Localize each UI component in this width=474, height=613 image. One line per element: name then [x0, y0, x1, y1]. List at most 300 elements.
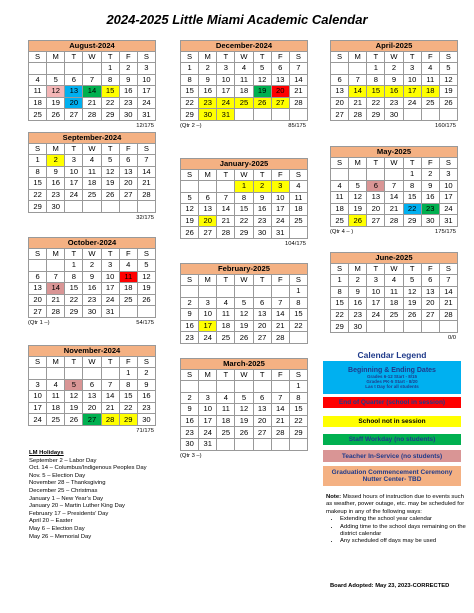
day-cell: 4	[47, 379, 65, 391]
day-cell: 10	[403, 74, 421, 86]
weekday-header: T	[65, 357, 83, 368]
day-cell	[29, 63, 47, 75]
day-cell: 5	[101, 155, 119, 167]
day-cell: 28	[439, 309, 457, 321]
day-cell: 24	[199, 332, 217, 344]
day-cell	[29, 368, 47, 380]
day-cell: 16	[83, 283, 101, 295]
day-cell: 5	[65, 379, 83, 391]
day-cell	[403, 321, 421, 333]
day-cell: 20	[367, 203, 385, 215]
day-cell: 14	[349, 86, 367, 98]
month-name: November-2024	[29, 346, 156, 357]
board-adopted-footer: Board Adopted: May 23, 2023-CORRECTED	[330, 583, 450, 589]
days-count: 85/175	[288, 122, 306, 129]
day-cell: 19	[65, 402, 83, 414]
day-cell: 2	[181, 297, 199, 309]
day-cell: 6	[421, 275, 439, 287]
day-cell: 3	[101, 260, 119, 272]
day-cell	[217, 286, 235, 298]
day-cell: 26	[439, 97, 457, 109]
day-cell: 27	[421, 309, 439, 321]
day-cell: 17	[439, 192, 457, 204]
day-cell: 18	[331, 203, 349, 215]
day-cell: 10	[271, 192, 289, 204]
day-cell	[421, 109, 439, 121]
day-cell: 4	[289, 181, 307, 193]
day-cell: 16	[119, 86, 137, 98]
day-cell: 3	[439, 169, 457, 181]
day-cell: 12	[65, 391, 83, 403]
day-cell: 2	[253, 181, 271, 193]
day-cell: 28	[271, 427, 289, 439]
day-cell: 21	[271, 415, 289, 427]
month-name: June-2025	[331, 253, 458, 264]
legend-item-end-of-quarter: End of Quarter (school in session)	[323, 397, 461, 408]
day-cell	[29, 260, 47, 272]
day-cell: 19	[253, 86, 271, 98]
day-cell	[349, 169, 367, 181]
day-cell: 19	[181, 215, 199, 227]
day-cell: 12	[235, 404, 253, 416]
day-cell: 18	[217, 320, 235, 332]
day-cell: 9	[137, 379, 155, 391]
day-cell: 28	[217, 227, 235, 239]
weekday-header: M	[47, 249, 65, 260]
day-cell: 27	[253, 332, 271, 344]
day-cell	[289, 227, 307, 239]
day-cell: 1	[331, 275, 349, 287]
weekday-header: T	[217, 370, 235, 381]
day-cell: 8	[403, 180, 421, 192]
day-cell: 5	[181, 192, 199, 204]
day-cell	[253, 438, 271, 450]
day-cell: 23	[199, 97, 217, 109]
note-text: Missed hours of instruction due to events such as weather, power outage, etc. may be scheduled for makeup in any of the following ways:	[326, 494, 465, 515]
day-cell: 24	[217, 97, 235, 109]
day-cell	[217, 381, 235, 393]
weekday-header: T	[403, 52, 421, 63]
weekday-header: W	[235, 52, 253, 63]
day-cell: 21	[101, 402, 119, 414]
day-cell: 19	[439, 86, 457, 98]
weekday-header: S	[29, 249, 47, 260]
weekday-header: F	[271, 275, 289, 286]
day-cell: 26	[65, 414, 83, 426]
month-mar	[180, 358, 308, 451]
weekday-header: T	[101, 52, 119, 63]
weekday-header: T	[253, 170, 271, 181]
day-cell	[101, 201, 119, 213]
day-cell: 4	[421, 63, 439, 75]
day-cell: 12	[235, 309, 253, 321]
day-cell: 18	[217, 415, 235, 427]
holiday-item: February 17 – Presidents’ Day	[29, 510, 109, 517]
day-cell: 11	[217, 404, 235, 416]
day-cell: 14	[47, 283, 65, 295]
weekday-header: M	[199, 170, 217, 181]
weekday-header: F	[271, 52, 289, 63]
day-cell: 25	[235, 97, 253, 109]
day-cell: 22	[101, 97, 119, 109]
day-cell: 5	[349, 180, 367, 192]
holiday-item: Nov. 5 – Election Day	[29, 472, 86, 479]
day-cell: 13	[83, 391, 101, 403]
weekday-header: M	[349, 52, 367, 63]
day-cell: 29	[289, 427, 307, 439]
day-cell: 6	[199, 192, 217, 204]
day-cell: 9	[181, 404, 199, 416]
day-cell: 9	[181, 309, 199, 321]
day-cell: 14	[385, 192, 403, 204]
weekday-header: F	[421, 158, 439, 169]
day-cell: 23	[181, 332, 199, 344]
day-cell	[289, 438, 307, 450]
day-cell: 29	[119, 414, 137, 426]
day-cell: 24	[199, 427, 217, 439]
day-cell	[217, 181, 235, 193]
legend-title: Calendar Legend	[357, 350, 427, 360]
day-cell	[385, 169, 403, 181]
weekday-header: S	[289, 170, 307, 181]
day-cell: 24	[271, 215, 289, 227]
day-cell: 13	[271, 74, 289, 86]
weekday-header: T	[101, 249, 119, 260]
day-cell: 1	[367, 63, 385, 75]
day-cell: 15	[101, 86, 119, 98]
day-cell: 11	[235, 74, 253, 86]
day-cell: 26	[235, 332, 253, 344]
day-cell: 13	[421, 286, 439, 298]
day-cell: 23	[385, 97, 403, 109]
month-dec	[180, 40, 308, 121]
day-cell: 7	[439, 275, 457, 287]
day-cell: 5	[439, 63, 457, 75]
note-bullet: • Adding time to the school days remaining on the district calendar	[340, 524, 466, 539]
day-cell: 21	[271, 320, 289, 332]
weekday-header: S	[181, 370, 199, 381]
day-cell: 3	[137, 63, 155, 75]
day-cell	[181, 286, 199, 298]
weekday-header: T	[65, 249, 83, 260]
day-cell: 20	[253, 415, 271, 427]
day-cell	[199, 181, 217, 193]
day-cell: 12	[403, 286, 421, 298]
holiday-item: November 28 – Thanksgiving	[29, 480, 106, 487]
day-cell: 7	[47, 271, 65, 283]
day-cell: 26	[403, 309, 421, 321]
day-cell: 30	[83, 306, 101, 318]
weekday-header: W	[235, 275, 253, 286]
day-cell: 16	[253, 204, 271, 216]
day-cell: 7	[271, 392, 289, 404]
day-cell: 4	[385, 275, 403, 287]
day-cell: 3	[367, 275, 385, 287]
weekday-header: M	[47, 357, 65, 368]
day-cell: 29	[29, 201, 47, 213]
day-cell: 27	[271, 97, 289, 109]
month-name: September-2024	[29, 133, 156, 144]
day-cell: 16	[421, 192, 439, 204]
day-cell: 20	[83, 402, 101, 414]
day-cell: 1	[181, 63, 199, 75]
day-cell: 6	[253, 392, 271, 404]
day-cell: 22	[29, 189, 47, 201]
day-cell: 7	[137, 155, 155, 167]
day-cell: 15	[119, 391, 137, 403]
day-cell: 28	[385, 215, 403, 227]
weekday-header: F	[119, 357, 137, 368]
day-cell: 8	[367, 74, 385, 86]
day-cell: 22	[119, 402, 137, 414]
day-cell: 9	[199, 74, 217, 86]
day-cell: 23	[421, 203, 439, 215]
day-cell: 14	[271, 309, 289, 321]
day-cell: 21	[349, 97, 367, 109]
day-cell: 10	[137, 74, 155, 86]
day-cell: 6	[253, 297, 271, 309]
month-name: May-2025	[331, 147, 458, 158]
legend-beginning-sub-3: Las t Day for all students	[365, 383, 419, 389]
day-cell: 29	[181, 109, 199, 121]
day-cell: 21	[47, 294, 65, 306]
month-oct	[28, 237, 156, 318]
day-cell: 19	[137, 283, 155, 295]
day-cell: 20	[253, 320, 271, 332]
day-cell: 14	[289, 74, 307, 86]
day-cell: 13	[253, 309, 271, 321]
day-cell: 4	[331, 180, 349, 192]
day-cell: 6	[119, 155, 137, 167]
day-cell: 18	[385, 298, 403, 310]
day-cell: 31	[217, 109, 235, 121]
weekday-header: T	[217, 275, 235, 286]
day-cell: 22	[235, 215, 253, 227]
weekday-header: F	[119, 144, 137, 155]
weekday-header: S	[29, 144, 47, 155]
day-cell	[199, 381, 217, 393]
day-cell: 1	[289, 381, 307, 393]
day-cell: 6	[367, 180, 385, 192]
day-cell: 30	[421, 215, 439, 227]
day-cell	[253, 381, 271, 393]
day-cell: 16	[137, 391, 155, 403]
weekday-header: M	[199, 52, 217, 63]
day-cell: 29	[65, 306, 83, 318]
day-cell	[235, 381, 253, 393]
day-cell: 27	[119, 189, 137, 201]
day-cell: 15	[403, 192, 421, 204]
day-cell: 26	[349, 215, 367, 227]
day-cell	[439, 109, 457, 121]
day-cell: 25	[29, 109, 47, 121]
day-cell: 28	[289, 97, 307, 109]
weekday-header: S	[331, 158, 349, 169]
month-sep	[28, 132, 156, 213]
day-cell: 14	[101, 391, 119, 403]
day-cell: 24	[367, 309, 385, 321]
day-cell	[47, 260, 65, 272]
day-cell: 10	[367, 286, 385, 298]
day-cell	[65, 201, 83, 213]
day-cell: 18	[235, 86, 253, 98]
weekday-header: S	[29, 357, 47, 368]
day-cell: 11	[119, 271, 137, 283]
legend-beginning-label: Beginning & Ending Dates	[348, 366, 436, 374]
day-cell: 7	[217, 192, 235, 204]
weekday-header: S	[331, 264, 349, 275]
month-name: August-2024	[29, 41, 156, 52]
holiday-item: April 20 – Easter	[29, 518, 73, 525]
day-cell	[235, 286, 253, 298]
weekday-header: W	[83, 249, 101, 260]
day-cell: 18	[29, 97, 47, 109]
weekday-header: T	[217, 52, 235, 63]
weekday-header: S	[137, 249, 155, 260]
weekday-header: M	[47, 52, 65, 63]
day-cell: 4	[217, 392, 235, 404]
month-name: October-2024	[29, 238, 156, 249]
legend-item-no-school: School not in session	[323, 416, 461, 427]
holidays-list	[29, 450, 147, 541]
day-cell	[137, 306, 155, 318]
day-cell: 22	[403, 203, 421, 215]
day-cell: 13	[253, 404, 271, 416]
day-cell: 8	[181, 74, 199, 86]
day-cell: 7	[385, 180, 403, 192]
day-cell: 27	[199, 227, 217, 239]
weekday-header: S	[181, 170, 199, 181]
day-cell: 5	[253, 63, 271, 75]
day-cell	[137, 201, 155, 213]
weekday-header: F	[119, 249, 137, 260]
day-cell: 10	[439, 180, 457, 192]
day-cell	[271, 438, 289, 450]
day-cell: 2	[349, 275, 367, 287]
day-cell: 15	[289, 404, 307, 416]
day-cell: 18	[289, 204, 307, 216]
day-cell: 26	[137, 294, 155, 306]
day-cell: 27	[83, 414, 101, 426]
day-cell: 11	[289, 192, 307, 204]
day-cell: 18	[421, 86, 439, 98]
weekday-header: S	[181, 52, 199, 63]
day-cell: 1	[119, 368, 137, 380]
day-cell: 9	[47, 166, 65, 178]
day-cell: 7	[83, 74, 101, 86]
day-cell: 19	[47, 97, 65, 109]
day-cell: 6	[83, 379, 101, 391]
day-cell	[83, 368, 101, 380]
holiday-item: January 20 – Martin Luther King Day	[29, 503, 125, 510]
month-name: April-2025	[331, 41, 458, 52]
days-count: 54/175	[136, 319, 154, 326]
day-cell: 9	[421, 180, 439, 192]
days-count: 104/175	[285, 240, 306, 247]
day-cell: 20	[421, 298, 439, 310]
day-cell: 21	[217, 215, 235, 227]
day-cell	[421, 321, 439, 333]
day-cell: 17	[137, 86, 155, 98]
day-cell: 17	[101, 283, 119, 295]
weekday-header: T	[403, 158, 421, 169]
page-title: 2024-2025 Little Miami Academic Calendar	[106, 12, 368, 27]
day-cell: 6	[271, 63, 289, 75]
day-cell: 4	[83, 155, 101, 167]
day-cell: 10	[217, 74, 235, 86]
day-cell: 24	[439, 203, 457, 215]
day-cell: 26	[253, 97, 271, 109]
day-cell	[119, 201, 137, 213]
day-cell	[289, 109, 307, 121]
weekday-header: W	[235, 370, 253, 381]
weekday-header: T	[101, 357, 119, 368]
day-cell: 15	[367, 86, 385, 98]
day-cell: 1	[289, 286, 307, 298]
day-cell: 23	[119, 97, 137, 109]
days-count: 0/0	[447, 334, 456, 341]
day-cell: 21	[385, 203, 403, 215]
day-cell: 12	[47, 86, 65, 98]
day-cell: 11	[331, 192, 349, 204]
legend-beginning-sub-1: Grades 6-12 Start - 8/15	[366, 373, 418, 379]
day-cell: 25	[217, 427, 235, 439]
day-cell: 30	[349, 321, 367, 333]
day-cell	[331, 169, 349, 181]
day-cell: 14	[271, 404, 289, 416]
weekday-header: F	[271, 370, 289, 381]
day-cell: 5	[137, 260, 155, 272]
days-count: 71/175	[136, 427, 154, 434]
day-cell: 16	[181, 415, 199, 427]
month-jan	[180, 158, 308, 239]
day-cell	[217, 438, 235, 450]
weekday-header: T	[101, 144, 119, 155]
day-cell: 25	[47, 414, 65, 426]
month-may	[330, 146, 458, 227]
day-cell: 17	[199, 320, 217, 332]
weekday-header: S	[439, 264, 457, 275]
day-cell: 20	[29, 294, 47, 306]
day-cell: 13	[29, 283, 47, 295]
note-bullet: • Any scheduled off days may be used	[340, 538, 466, 545]
month-name: January-2025	[181, 159, 308, 170]
day-cell: 22	[367, 97, 385, 109]
day-cell: 10	[199, 309, 217, 321]
day-cell: 18	[83, 178, 101, 190]
day-cell: 11	[83, 166, 101, 178]
day-cell: 28	[83, 109, 101, 121]
day-cell: 25	[289, 215, 307, 227]
day-cell	[119, 306, 137, 318]
weekday-header: W	[83, 52, 101, 63]
day-cell: 12	[181, 204, 199, 216]
weekday-header: M	[47, 144, 65, 155]
weekday-header: M	[349, 264, 367, 275]
day-cell: 29	[403, 215, 421, 227]
day-cell: 12	[253, 74, 271, 86]
day-cell: 23	[349, 309, 367, 321]
holiday-item: May 6 – Election Day	[29, 525, 85, 532]
month-name: December-2024	[181, 41, 308, 52]
day-cell: 23	[83, 294, 101, 306]
day-cell: 19	[235, 415, 253, 427]
weekday-header: W	[235, 170, 253, 181]
day-cell: 3	[217, 63, 235, 75]
holiday-item: May 26 – Memorial Day	[29, 533, 92, 540]
weekday-header: S	[289, 52, 307, 63]
day-cell: 12	[349, 192, 367, 204]
